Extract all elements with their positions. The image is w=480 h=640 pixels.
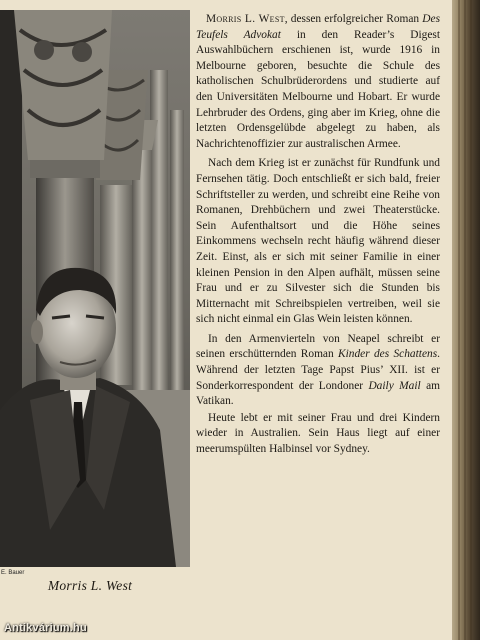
- page-edge-line: [458, 0, 460, 640]
- book-title-devils-advocate: Des Teufels Advokat: [196, 13, 440, 41]
- photo-credit: E. Bauer: [1, 570, 25, 576]
- newspaper-name: Daily Mail: [368, 379, 421, 392]
- bio-text-span: , dessen erfolgreicher Roman: [284, 13, 423, 25]
- bio-paragraph-3: [196, 332, 440, 410]
- photo-caption: Morris L. West: [47, 578, 133, 593]
- bio-paragraph-2: Nach dem Krieg ist er zunächst für Rundfunk und Fernsehen tätig. Doch entschließt er sich bald, freier Schriftsteller zu werden, und schreibt eine Reihe von Romanen, Drehbüchern und zwei Theaterstücke. Sein Aufenthaltsort und die Höhe seines Einkommens wechseln recht häufig während dieser Zeit. Einst, als er sich mit seiner Familie in einer kleinen Pension in den Alpen aufhält, müssen seine Frau und er zu Silvester sich die Stunden bis Mitternacht mit Schreibspielen vertreiben, weil sie sich nicht einmal ein Glas Wein leisten können.: [196, 157, 440, 326]
- author-photo: [0, 10, 190, 567]
- book-page-edge: [452, 0, 480, 640]
- bio-text-span: . Während der letzten Tage Papst Pius’ XII. ist er Sonderkorrespondent der Londoner: [196, 348, 440, 392]
- bio-text-span: in den Reader’s Digest Auswahlbüchern erschienen ist, wurde 1916 in Melbourne geboren, besuchte die Schule des katholischen Schulbrüderordens und studierte auf den Universitäten Melbourne und Hobart. Er wurde Lehrbruder des Ordens, ging aber im Krieg, ohne die letzten Ordensgelübde abgelegt zu haben, als Nachrichtenoffizier zur australischen Armee.: [196, 28, 440, 150]
- page-edge-line: [470, 0, 472, 640]
- bio-paragraph-1: [196, 12, 440, 152]
- bio-text-span: In den Armenvierteln von Neapel schreibt er seinen erschütternden Roman: [196, 332, 440, 361]
- author-name: Morris L. West: [206, 13, 285, 25]
- bio-paragraph-4: Heute lebt er mit seiner Frau und drei Kindern wieder in Australien. Sein Haus liegt auf einer meerumspülten Halbinsel vor Sydney.: [196, 411, 440, 456]
- biography-text: [196, 12, 440, 462]
- watermark: Antikvárium.hu: [4, 622, 87, 634]
- page-edge-line: [464, 0, 466, 640]
- bio-text-span: am Vatikan.: [196, 379, 440, 408]
- book-title-children-of-the-shadows: Kinder des Schattens: [338, 348, 438, 361]
